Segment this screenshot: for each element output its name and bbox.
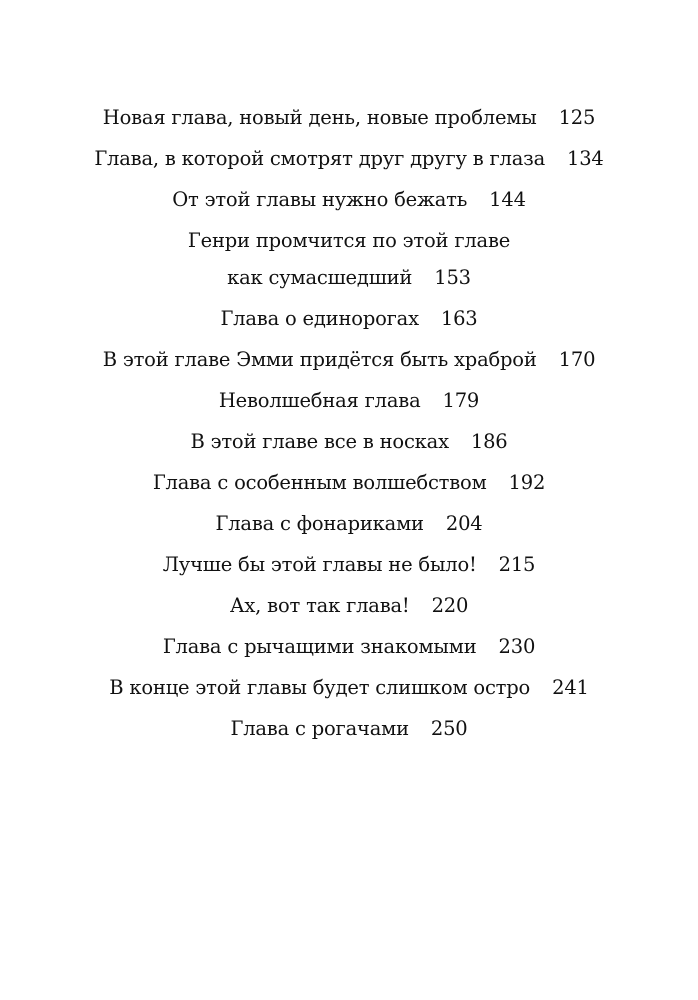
chapter-title: От этой главы нужно бежать [172,188,468,211]
toc-entry [0,628,698,665]
chapter-title: Глава с рычащими знакомыми [162,635,477,658]
chapter-title: Глава с особенным волшебством [152,471,487,494]
toc-entry [0,546,698,583]
chapter-title: Новая глава, новый день, новые проблемы [102,106,537,129]
chapter-title: Неволшебная глава [218,389,421,412]
toc-entry [0,300,698,337]
chapter-title: В конце этой главы будет слишком остро [109,676,531,699]
page-number: 179 [442,389,480,412]
chapter-title: Ах, вот так глава! [229,594,410,617]
toc-entry [0,710,698,747]
page-number: 186 [470,430,508,453]
toc-entry [0,423,698,460]
page-number: 170 [558,348,596,371]
page-number: 230 [498,635,536,658]
chapter-title: Глава о единорогах [220,307,419,330]
page-number: 144 [489,188,526,211]
page-number: 204 [445,512,483,535]
page-number: 241 [552,676,589,699]
table-of-contents [0,99,698,751]
toc-entry [0,669,698,706]
chapter-title-line-2: как сумасшедший [227,266,413,289]
toc-entry [0,382,698,419]
toc-entry [0,464,698,501]
page-number: 192 [508,471,546,494]
chapter-title: Глава с рогачами [230,717,409,740]
chapter-title-line-1: Генри промчится по этой главе [187,229,511,252]
page-number: 153 [434,266,471,289]
chapter-title-line-2-wrapper [0,259,698,296]
toc-entry [0,140,698,177]
page-number: 220 [431,594,469,617]
page-number: 215 [498,553,536,576]
toc-entry [0,181,698,218]
page-number: 250 [430,717,468,740]
page-number: 163 [440,307,478,330]
page-number: 125 [558,106,596,129]
toc-entry [0,99,698,136]
toc-entry [0,505,698,542]
page-number: 134 [567,147,604,170]
chapter-title: В этой главе Эмми придётся быть храброй [102,348,537,371]
toc-entry [0,587,698,624]
toc-entry [0,341,698,378]
chapter-title: Глава с фонариками [215,512,424,535]
chapter-title: Глава, в которой смотрят друг другу в глаза [94,147,546,170]
toc-entry [0,222,698,296]
chapter-title: Лучше бы этой главы не было! [162,553,477,576]
chapter-title: В этой главе все в носках [190,430,449,453]
